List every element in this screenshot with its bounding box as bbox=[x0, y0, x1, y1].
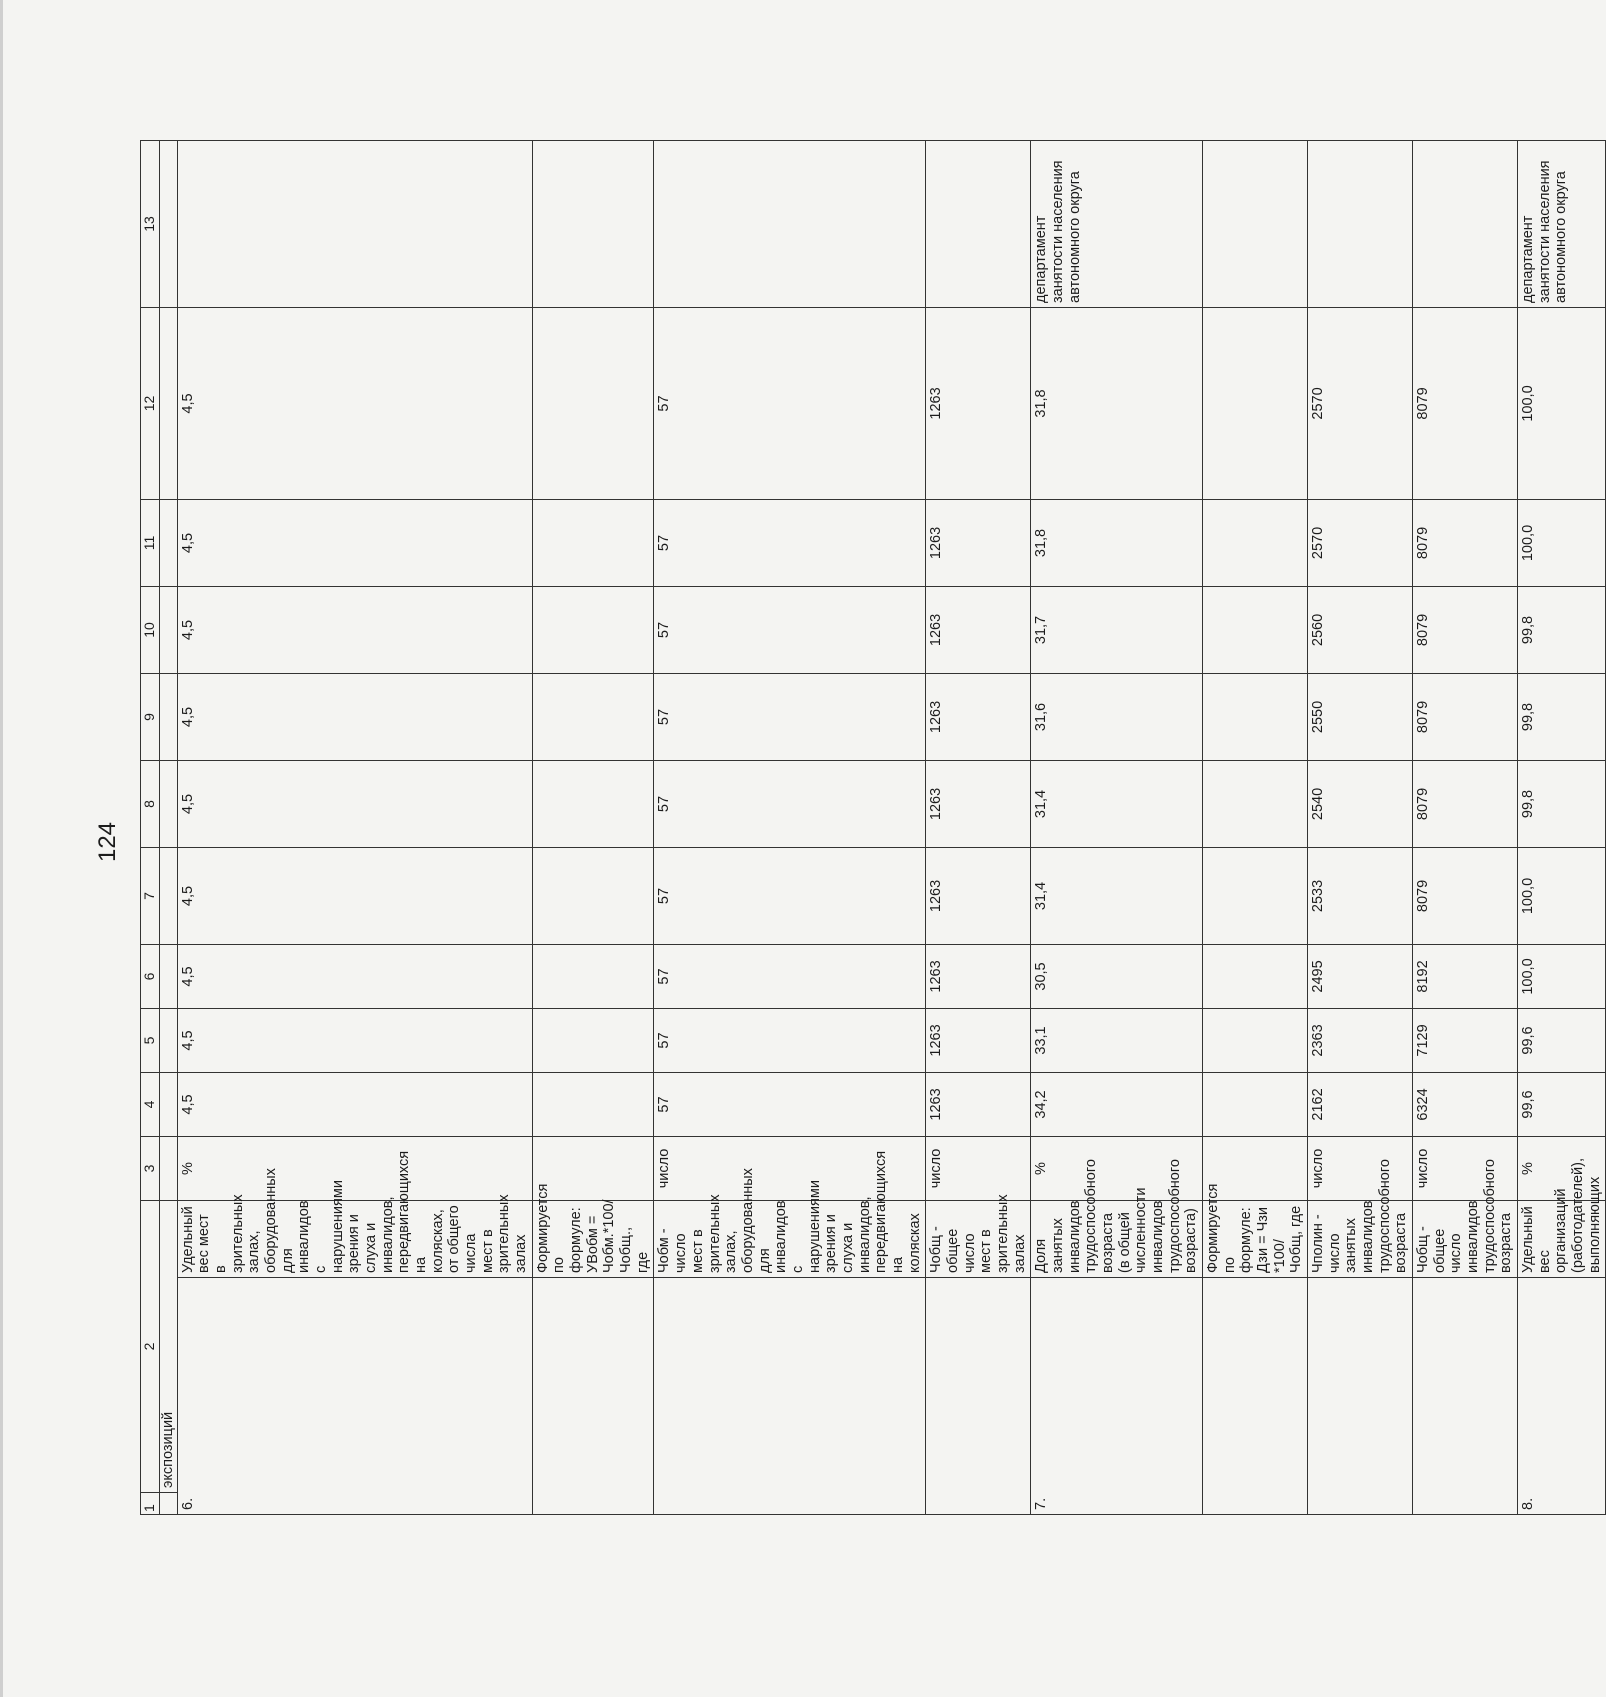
value-cell bbox=[1202, 847, 1307, 944]
table-row bbox=[926, 140, 1031, 1514]
value-cell: 8192 bbox=[1413, 944, 1518, 1008]
indicator-name-cell: Формируется по формуле: Дзи = Чзи *100/Чобщ, где bbox=[1202, 1200, 1307, 1277]
value-cell: 1263 bbox=[926, 307, 1031, 499]
indicator-name-cell: Доля занятых инвалидов трудоспособного возраста (в общей численности инвалидов трудоспособного возраста) bbox=[1031, 1200, 1203, 1277]
column-number: 3 bbox=[141, 1136, 160, 1200]
value-cell bbox=[1202, 586, 1307, 673]
row-number-cell bbox=[1202, 1278, 1307, 1515]
value-cell: 99,8 bbox=[1518, 760, 1606, 847]
value-cell: 31,8 bbox=[1031, 307, 1203, 499]
value-cell: 4,5 bbox=[177, 847, 532, 944]
page-number: 124 bbox=[94, 821, 121, 863]
indicator-name-cell: Удельный вес организаций (работодателей), выполняющих bbox=[1518, 1200, 1606, 1277]
value-cell: 57 bbox=[654, 1072, 926, 1136]
value-cell: 2533 bbox=[1308, 847, 1413, 944]
value-cell: 100,0 bbox=[1518, 847, 1606, 944]
value-cell: 8079 bbox=[1413, 307, 1518, 499]
value-cell: 4,5 bbox=[177, 307, 532, 499]
value-cell: 8079 bbox=[1413, 499, 1518, 586]
table-row bbox=[1031, 140, 1203, 1514]
table-row bbox=[654, 140, 926, 1514]
column-number: 11 bbox=[141, 499, 160, 586]
value-cell: 31,8 bbox=[1031, 499, 1203, 586]
carry-over-text: экспозиций bbox=[160, 1200, 178, 1492]
value-cell bbox=[1202, 1072, 1307, 1136]
value-cell: 1263 bbox=[926, 1008, 1031, 1072]
column-number: 8 bbox=[141, 760, 160, 847]
value-cell: 1263 bbox=[926, 673, 1031, 760]
column-number: 5 bbox=[141, 1008, 160, 1072]
unit-cell: % bbox=[1031, 1136, 1203, 1200]
value-cell bbox=[1202, 944, 1307, 1008]
column-number: 13 bbox=[141, 140, 160, 307]
column-number: 4 bbox=[141, 1072, 160, 1136]
column-number: 12 bbox=[141, 307, 160, 499]
value-cell: 99,6 bbox=[1518, 1008, 1606, 1072]
responsible-cell: департамент занятости населения автономного округа bbox=[1031, 140, 1203, 307]
row-number-cell: 7. bbox=[1031, 1278, 1203, 1515]
value-cell: 8079 bbox=[1413, 760, 1518, 847]
value-cell: 2570 bbox=[1308, 499, 1413, 586]
empty-cell bbox=[160, 673, 178, 760]
value-cell: 2550 bbox=[1308, 673, 1413, 760]
indicator-name-cell: Чобм - число мест в зрительных залах, оборудованных для инвалидов с нарушениями зрения и слуха и инвалидов, передвигающихся на колясках bbox=[654, 1200, 926, 1277]
value-cell: 57 bbox=[654, 307, 926, 499]
table-row bbox=[1202, 140, 1307, 1514]
value-cell: 31,4 bbox=[1031, 847, 1203, 944]
value-cell: 1263 bbox=[926, 586, 1031, 673]
value-cell: 4,5 bbox=[177, 944, 532, 1008]
scan-edge-shadow bbox=[0, 0, 3, 1697]
value-cell bbox=[532, 307, 654, 499]
column-number: 7 bbox=[141, 847, 160, 944]
unit-cell: число bbox=[654, 1136, 926, 1200]
responsible-cell bbox=[1202, 140, 1307, 307]
empty-cell bbox=[160, 847, 178, 944]
responsible-cell bbox=[532, 140, 654, 307]
value-cell bbox=[532, 673, 654, 760]
responsible-cell bbox=[654, 140, 926, 307]
value-cell: 57 bbox=[654, 944, 926, 1008]
value-cell: 4,5 bbox=[177, 673, 532, 760]
empty-cell bbox=[160, 760, 178, 847]
value-cell: 1263 bbox=[926, 499, 1031, 586]
value-cell: 6324 bbox=[1413, 1072, 1518, 1136]
value-cell: 31,6 bbox=[1031, 673, 1203, 760]
unit-cell: число bbox=[1413, 1136, 1518, 1200]
value-cell: 100,0 bbox=[1518, 944, 1606, 1008]
value-cell: 100,0 bbox=[1518, 307, 1606, 499]
value-cell bbox=[1202, 1008, 1307, 1072]
value-cell bbox=[532, 847, 654, 944]
value-cell: 4,5 bbox=[177, 499, 532, 586]
value-cell: 2540 bbox=[1308, 760, 1413, 847]
value-cell: 2162 bbox=[1308, 1072, 1413, 1136]
table-row bbox=[1308, 140, 1413, 1514]
empty-cell bbox=[160, 586, 178, 673]
responsible-cell bbox=[177, 140, 532, 307]
empty-cell bbox=[160, 499, 178, 586]
column-number: 6 bbox=[141, 944, 160, 1008]
value-cell: 57 bbox=[654, 499, 926, 586]
value-cell: 4,5 bbox=[177, 1072, 532, 1136]
responsible-cell: департамент занятости населения автономного округа bbox=[1518, 140, 1606, 307]
indicator-name-cell: Удельный вес мест в зрительных залах, оборудованных для инвалидов с нарушениями зрения и слуха и инвалидов, передвигающихся на колясках, от общего числа мест в зрительных залах bbox=[177, 1200, 532, 1277]
value-cell: 57 bbox=[654, 760, 926, 847]
value-cell: 30,5 bbox=[1031, 944, 1203, 1008]
row-number-cell bbox=[1413, 1278, 1518, 1515]
value-cell: 4,5 bbox=[177, 1008, 532, 1072]
empty-cell bbox=[160, 1136, 178, 1200]
row-number-cell: 8. bbox=[1518, 1278, 1606, 1515]
value-cell: 57 bbox=[654, 1008, 926, 1072]
value-cell bbox=[532, 944, 654, 1008]
value-cell: 8079 bbox=[1413, 673, 1518, 760]
column-number: 1 bbox=[141, 1493, 160, 1515]
value-cell: 99,8 bbox=[1518, 673, 1606, 760]
value-cell: 8079 bbox=[1413, 586, 1518, 673]
indicator-name-cell: Чобщ - общее число мест в зрительных залах bbox=[926, 1200, 1031, 1277]
value-cell bbox=[1202, 307, 1307, 499]
indicator-name-cell: Формируется по формуле: УВобм = Чобм.*100/Чобщ., где bbox=[532, 1200, 654, 1277]
value-cell bbox=[532, 1008, 654, 1072]
empty-cell bbox=[160, 944, 178, 1008]
value-cell: 99,8 bbox=[1518, 586, 1606, 673]
value-cell bbox=[532, 1072, 654, 1136]
value-cell bbox=[532, 586, 654, 673]
value-cell: 33,1 bbox=[1031, 1008, 1203, 1072]
value-cell bbox=[532, 760, 654, 847]
table-row bbox=[1518, 140, 1606, 1514]
table-row bbox=[177, 140, 532, 1514]
value-cell: 2560 bbox=[1308, 586, 1413, 673]
responsible-cell bbox=[926, 140, 1031, 307]
responsible-cell bbox=[1413, 140, 1518, 307]
value-cell: 4,5 bbox=[177, 586, 532, 673]
value-cell: 7129 bbox=[1413, 1008, 1518, 1072]
value-cell: 4,5 bbox=[177, 760, 532, 847]
row-number-cell bbox=[654, 1278, 926, 1515]
value-cell bbox=[1202, 499, 1307, 586]
table-row bbox=[1413, 140, 1518, 1514]
column-number: 2 bbox=[141, 1200, 160, 1492]
rotated-page-content bbox=[140, 155, 1603, 1515]
column-number: 9 bbox=[141, 673, 160, 760]
value-cell: 31,4 bbox=[1031, 760, 1203, 847]
value-cell: 34,2 bbox=[1031, 1072, 1203, 1136]
carry-over-row bbox=[160, 140, 178, 1514]
value-cell: 57 bbox=[654, 847, 926, 944]
value-cell bbox=[1202, 673, 1307, 760]
empty-cell bbox=[160, 140, 178, 307]
value-cell: 2363 bbox=[1308, 1008, 1413, 1072]
unit-cell: число bbox=[926, 1136, 1031, 1200]
value-cell: 31,7 bbox=[1031, 586, 1203, 673]
table-row bbox=[532, 140, 654, 1514]
value-cell: 1263 bbox=[926, 944, 1031, 1008]
value-cell: 1263 bbox=[926, 1072, 1031, 1136]
unit-cell: число bbox=[1308, 1136, 1413, 1200]
responsible-cell bbox=[1308, 140, 1413, 307]
indicator-name-cell: Чобщ - общее число инвалидов трудоспособного возраста bbox=[1413, 1200, 1518, 1277]
indicator-name-cell: Чполин - число занятых инвалидов трудоспособного возраста bbox=[1308, 1200, 1413, 1277]
column-number-row bbox=[141, 140, 160, 1514]
value-cell: 2495 bbox=[1308, 944, 1413, 1008]
indicators-table bbox=[140, 140, 1606, 1515]
empty-cell bbox=[160, 1072, 178, 1136]
column-number: 10 bbox=[141, 586, 160, 673]
value-cell: 1263 bbox=[926, 760, 1031, 847]
row-number-cell bbox=[532, 1278, 654, 1515]
empty-cell bbox=[160, 307, 178, 499]
value-cell: 57 bbox=[654, 586, 926, 673]
row-number-cell bbox=[926, 1278, 1031, 1515]
empty-cell bbox=[160, 1493, 178, 1515]
value-cell: 99,6 bbox=[1518, 1072, 1606, 1136]
unit-cell: % bbox=[1518, 1136, 1606, 1200]
value-cell: 57 bbox=[654, 673, 926, 760]
value-cell: 2570 bbox=[1308, 307, 1413, 499]
value-cell: 8079 bbox=[1413, 847, 1518, 944]
row-number-cell: 6. bbox=[177, 1278, 532, 1515]
value-cell: 100,0 bbox=[1518, 499, 1606, 586]
row-number-cell bbox=[1308, 1278, 1413, 1515]
value-cell: 1263 bbox=[926, 847, 1031, 944]
empty-cell bbox=[160, 1008, 178, 1072]
unit-cell: % bbox=[177, 1136, 532, 1200]
value-cell bbox=[1202, 760, 1307, 847]
value-cell bbox=[532, 499, 654, 586]
